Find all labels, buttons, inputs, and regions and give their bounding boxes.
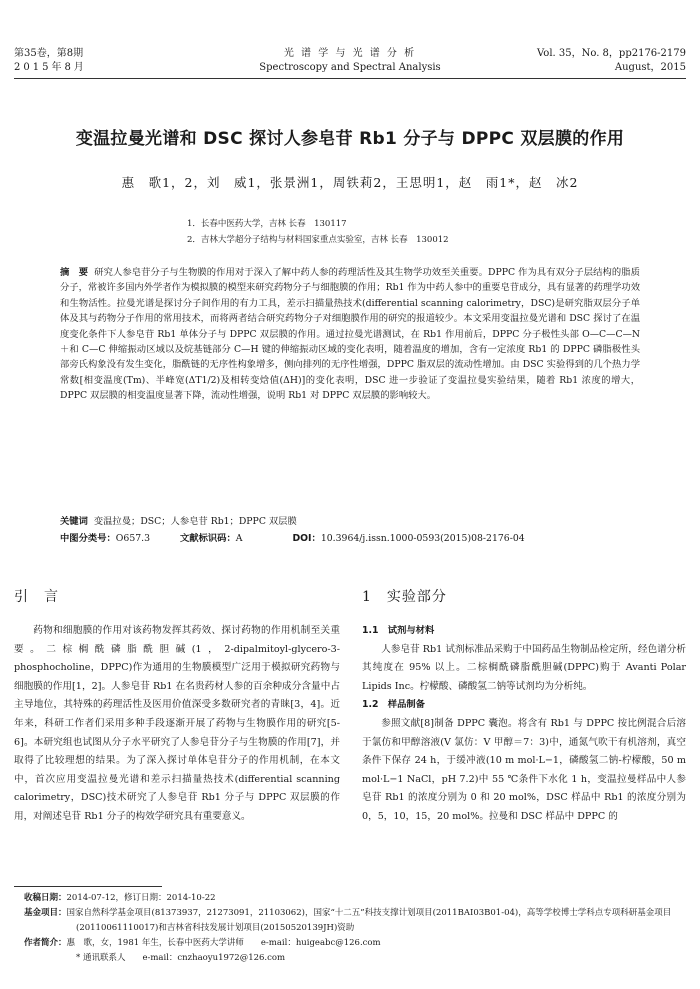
funding bbox=[24, 906, 684, 936]
intro-paragraph: 药物和细胞膜的作用对该药物发挥其药效、探讨药物的作用机制至关重要。二棕榈酰磷脂酰胆碱(1，2-dipalmitoyl-glycero-3-phosphocholine，DPPC)作为通用的生物膜模型广泛用于模拟研究药物与细胞膜的作用[1，2]。人参皂苷 Rb1 在名贵药材人参的百余种成分含量中占主导地位，其特殊的药理活性及医用价值深受多数研究者的青睐[3，4]。近年来，科研工作者们采用多种手段逐渐开展了药物与生物膜作用的研究[5-6]。本研究组也试图从分子水平研究了人参皂苷分子与生物膜的作用[7]，并取得了比较理想的结果。为了深入探讨单体皂苷分子的作用机制，在本文中，首次应用变温拉曼光谱和差示扫描量热技术(differential scanning calorimetry，DSC)技术研究了人参皂苷 Rb1 分子与 DPPC 双层膜的作用，对阐述皂苷 Rb1 分子的构效学研究具有重要意义。 bbox=[14, 625, 340, 822]
footnotes bbox=[24, 891, 684, 966]
section-1-1-text: 人参皂苷 Rb1 试剂标准品采购于中国药品生物制品检定所，经色谱分析其纯度在 95% 以上。二棕榈酰磷脂酰胆碱(DPPC)购于 Avanti Polar Lipids Inc。柠檬酸、磷酸氢二钠等试剂均为分析纯。 bbox=[362, 643, 686, 692]
funding-text: 国家自然科学基金项目(81373937，21273091，21103062)，国家“十二五”科技支撑计划项目(2011BAI03B01-04)，高等学校博士学科点专项科研基金项目(20110061110017)和吉林省科技发展计划项目(20150520139JH)资助 bbox=[66, 908, 672, 933]
keywords-label: 关键词 bbox=[60, 516, 88, 527]
received-label: 收稿日期： bbox=[24, 893, 67, 903]
author-bio bbox=[24, 936, 684, 951]
abstract bbox=[60, 265, 640, 404]
author-bio-label: 作者简介： bbox=[24, 938, 67, 948]
funding-label: 基金项目： bbox=[24, 908, 67, 918]
footnote-rule bbox=[14, 886, 162, 887]
doc-code-label: 文献标识码： bbox=[179, 533, 236, 544]
header-rule bbox=[14, 78, 686, 79]
journal-pages: Vol. 35，No. 8，pp2176-2179 bbox=[537, 48, 686, 59]
author-list: 惠 歌1，2，刘 威1，张景洲1，周铁莉2，王思明1，赵 雨1*，赵 冰2 bbox=[121, 175, 579, 190]
doi-value: 10.3964/j.issn.1000-0593(2015)08-2176-04 bbox=[320, 533, 525, 544]
doi-label: DOI： bbox=[292, 533, 321, 544]
received-text: 2014-07-12，修订日期：2014-10-22 bbox=[66, 893, 216, 903]
intro-heading: 引 言 bbox=[14, 589, 59, 605]
received-date bbox=[24, 891, 684, 906]
author-bio-text: 惠 歌，女，1981 年生，长春中医药大学讲师 e-mail：huigeabc@126.com bbox=[66, 938, 381, 948]
affiliation-1: 1．长春中医药大学，吉林 长春 130117 bbox=[187, 219, 347, 229]
journal-name-cn: 光 谱 学 与 光 谱 分 析 bbox=[283, 48, 417, 59]
section-1-2-text: 参照文献[8]制备 DPPC 囊泡。将含有 Rb1 与 DPPC 按比例混合后溶于氯仿和甲醇溶液(V 氯仿：V 甲醇＝7：3)中，通氮气吹干有机溶剂，真空条件下保存 24 h，于缓冲液(10 m mol·L−1，磷酸氢二钠-柠檬酸，50 m mol·L−1 NaCl，pH 7.2)中 55 ℃条件下水化 1 h，变温拉曼样品中人参皂苷 Rb1 的浓度分别为 0 和 20 mol%，DSC 样品中 Rb1 的浓度分别为 0，5，10，15，20 mol%。拉曼和 DSC 样品中 DPPC 的 bbox=[362, 717, 686, 822]
classification bbox=[60, 531, 660, 546]
section-1-2-title: 1.2 样品制备 bbox=[362, 699, 425, 711]
abstract-label: 摘 要 bbox=[60, 267, 89, 278]
doc-code-value: A bbox=[235, 533, 243, 544]
section-1-1-title: 1.1 试剂与材料 bbox=[362, 625, 435, 636]
clc-label: 中图分类号： bbox=[60, 533, 116, 544]
article-title: 变温拉曼光谱和 DSC 探讨人参皂苷 Rb1 分子与 DPPC 双层膜的作用 bbox=[75, 129, 625, 149]
affiliation-2: 2．吉林大学超分子结构与材料国家重点实验室，吉林 长春 130012 bbox=[187, 235, 449, 245]
experiment-heading: 1 实验部分 bbox=[362, 589, 447, 605]
keywords-text: 变温拉曼；DSC；人参皂苷 Rb1；DPPC 双层膜 bbox=[93, 516, 297, 527]
journal-month: August，2015 bbox=[614, 62, 686, 73]
journal-name-en: Spectroscopy and Spectral Analysis bbox=[259, 62, 441, 73]
abstract-text: 研究人参皂苷分子与生物膜的作用对于深入了解中药人参的药理活性及其生物学功效至关重要。DPPC 作为具有双分子层结构的脂质分子，常被许多国内外学者作为模拟膜的模型来研究药物分子与细胞膜的作用；Rb1 作为中药人参中的重要皂苷成分，具有显著的药理学功效和生物活性。拉曼光谱是探讨分子间作用的有力工具，差示扫描量热技术(differential scanning calorimetry，DSC)是研究脂双层分子单体及其与药物分子作用的常用技术，而将两者结合研究药物分子对细胞膜作用的研究的报道较少。本文采用变温拉曼光谱和 DSC 探讨了在温度变化条件下人参皂苷 Rb1 单体分子与 DPPC 双层膜的作用。通过拉曼光谱测试，在 Rb1 作用前后，DPPC 分子极性头部 O—C—C—N＋和 C—C 伸缩振动区域以及烷基链部分 C—H 键的伸缩振动区域的变化表明，随着温度的增加，含有一定浓度 Rb1 的 DPPC 磷脂极性头部旁氏构象没有发生变化，脂酰链的无序性构象增多，侧向排列的无序性增强，DPPC 脂双层的流动性增加。由 DSC 实验得到的几个热力学常数[相变温度(Tm)、半峰宽(ΔT1/2)及相转变焓值(ΔH)]的变化表明，DSC 进一步验证了变温拉曼实验结果，随着 Rb1 浓度的增大，DPPC 双层膜的相变温度显著下降，流动性增强，说明 Rb1 对 DPPC 双层膜的影响较大。 bbox=[60, 267, 640, 402]
journal-date: 2015年8月 bbox=[14, 62, 87, 73]
experiment-section bbox=[362, 622, 686, 827]
journal-volume-issue: 第35卷，第8期 bbox=[14, 48, 84, 59]
clc-value: O657.3 bbox=[115, 533, 151, 544]
keywords bbox=[60, 514, 297, 529]
corresponding-author: * 通讯联系人 e-mail：cnzhaoyu1972@126.com bbox=[76, 953, 286, 963]
